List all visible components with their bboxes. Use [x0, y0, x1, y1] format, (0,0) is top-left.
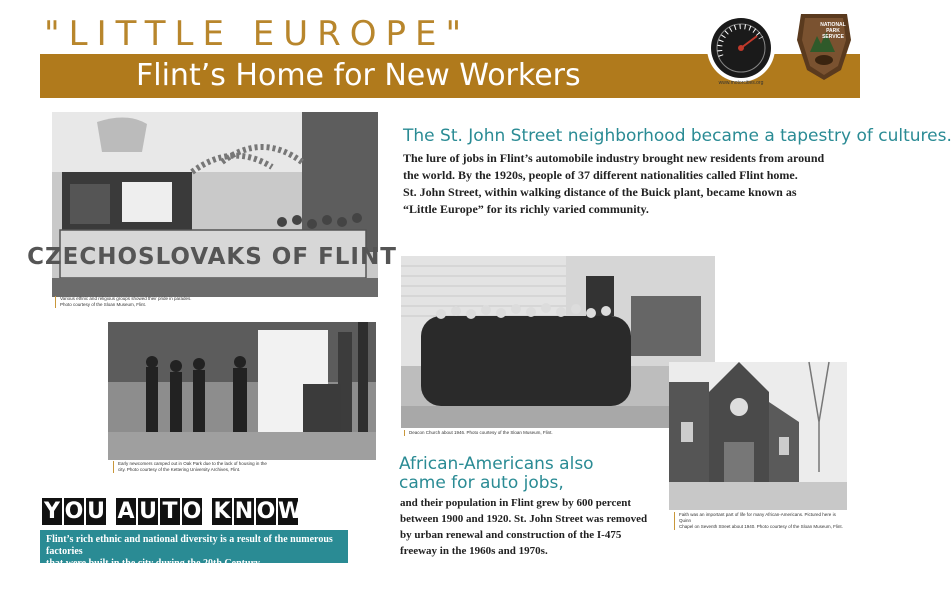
nps-arrowhead-logo	[795, 10, 853, 82]
svg-text:NATIONAL: NATIONAL	[820, 22, 846, 28]
you-auto-know-heading: Y O U A U T O K N O W	[42, 498, 298, 525]
parade-caption: Various ethnic and religious groups showed their pride in parades. Photo courtesy of the Sloan Museum, Flint.	[55, 296, 320, 308]
section2-heading: African-Americans also came for auto jobs,	[399, 454, 594, 493]
banner-title: Flint’s Home for New Workers	[136, 58, 581, 93]
motorcities-logo	[703, 12, 779, 88]
camp-caption: Early newcomers camped out in Oak Park due to the lack of housing in the city. Photo courtesy of the Kettering University Archives, Flint.	[113, 461, 278, 473]
svg-text:PARK: PARK	[826, 28, 840, 34]
section1-body: The lure of jobs in Flint’s automobile industry brought new residents from around the world. By the 1920s, people of 37 different nationalities called Flint home. St. John Street, within walking distance of the Buick plant, became known as “Little Europe” for its richly varied community.	[403, 151, 825, 216]
motorcities-url: www.motorcities.org	[718, 80, 764, 86]
svg-text:SERVICE: SERVICE	[822, 34, 844, 40]
parade-banner-text: CZECHOSLOVAKS OF FLINT	[27, 244, 397, 270]
title-little-europe: "LITTLE EUROPE"	[44, 14, 471, 54]
church-photo	[669, 362, 847, 510]
section1-heading: The St. John Street neighborhood became a tapestry of cultures.	[403, 126, 952, 146]
you-auto-know-text: Flint’s rich ethnic and national diversity is a result of the numerous factories that were built in the city during the 20th Century.	[40, 530, 348, 563]
camp-photo	[108, 322, 376, 460]
section2-body: and their population in Flint grew by 600 percent between 1900 and 1920. St. John Street was removed by urban renewal and construction of the I-475 freeway in the 1960s and 1970s.	[400, 497, 648, 557]
group-photo	[401, 256, 715, 428]
parade-photo	[27, 112, 397, 297]
church-caption: Faith was an important part of life for many African-Americans. Pictured here is Quinn Chapel on Seventh Street about 1940. Photo courtesy of the Sloan Museum, Flint.	[674, 512, 849, 530]
group-caption: Deacon Church about 1946. Photo courtesy of the Sloan Museum, Flint.	[404, 430, 609, 436]
